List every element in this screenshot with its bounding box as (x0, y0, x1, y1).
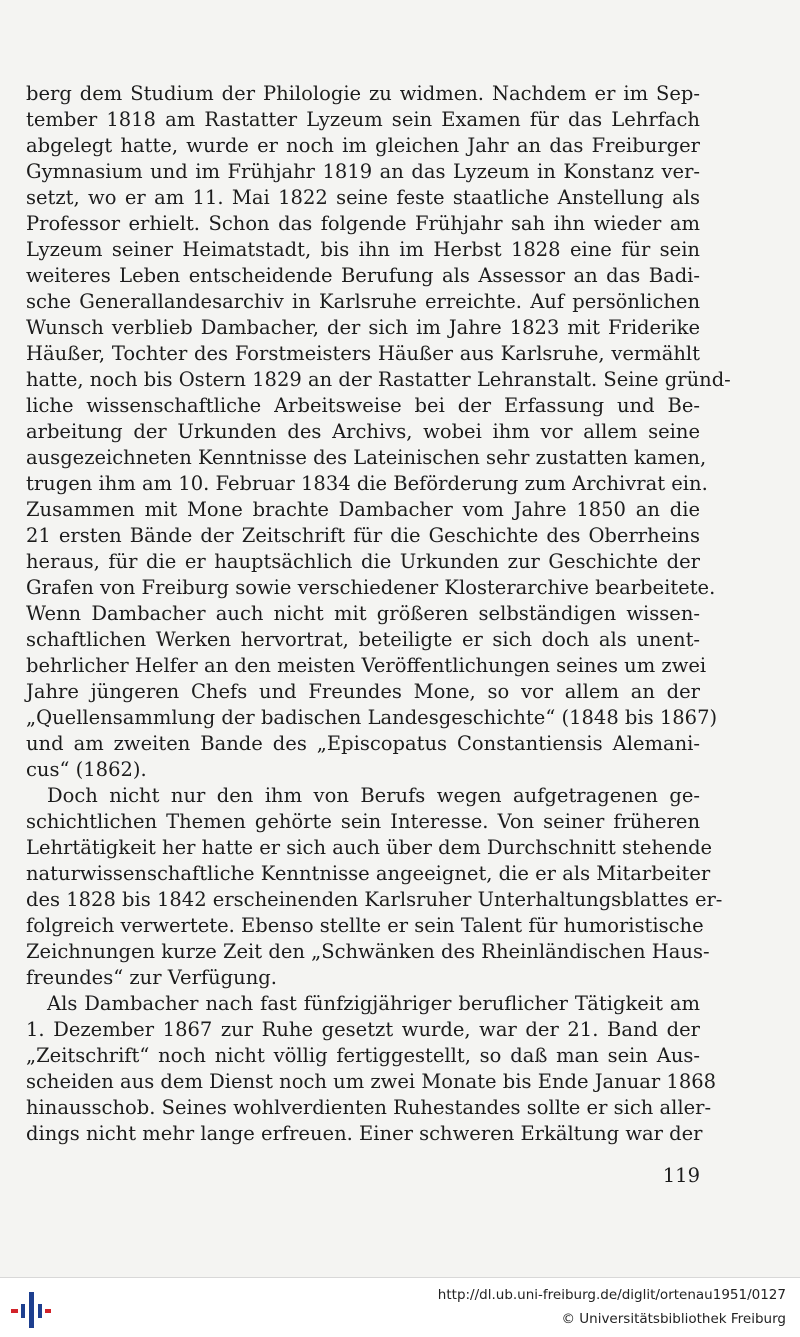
text-line: behrlicher Helfer an den meisten Veröffentlichungen seines um zwei (26, 654, 707, 677)
text-line: setzt, wo er am 11. Mai 1822 seine feste staatliche Anstellung als (26, 186, 700, 209)
text-line: Wunsch verblieb Dambacher, der sich im Jahre 1823 mit Friderike (26, 316, 700, 339)
text-line: heraus, für die er hauptsächlich die Urkunden zur Geschichte der (26, 550, 700, 573)
text-line: scheiden aus dem Dienst noch um zwei Monate bis Ende Januar 1868 (26, 1070, 717, 1093)
text-line: 21 ersten Bände der Zeitschrift für die Geschichte des Oberrheins (26, 524, 700, 547)
text-line: abgelegt hatte, wurde er noch im gleichen Jahr an das Freiburger (26, 134, 700, 157)
ub-freiburg-logo-icon (10, 1290, 52, 1330)
text-line: sche Generallandesarchiv in Karlsruhe erreichte. Auf persönlichen (26, 290, 700, 313)
body-text (26, 81, 731, 1147)
text-line: arbeitung der Urkunden des Archivs, wobei ihm vor allem seine (26, 420, 700, 443)
text-line: hinausschob. Seines wohlverdienten Ruhestandes sollte er sich aller- (26, 1096, 712, 1119)
text-line: berg dem Studium der Philologie zu widmen. Nachdem er im Sep- (26, 82, 700, 105)
text-line: Wenn Dambacher auch nicht mit größeren selbständigen wissen- (26, 602, 700, 625)
text-line: folgreich verwertete. Ebenso stellte er sein Talent für humoristische (26, 914, 704, 937)
text-line: ausgezeichneten Kenntnisse des Lateinischen sehr zustatten kamen, (26, 446, 707, 469)
text-line: des 1828 bis 1842 erscheinenden Karlsruher Unterhaltungsblattes er- (26, 888, 723, 911)
text-line: Als Dambacher nach fast fünfzigjähriger beruflicher Tätigkeit am (47, 992, 700, 1015)
copyright-notice: © Universitätsbibliothek Freiburg (561, 1311, 786, 1327)
text-line: hatte, noch bis Ostern 1829 an der Rastatter Lehranstalt. Seine gründ- (26, 368, 731, 391)
text-line: cus“ (1862). (26, 758, 147, 781)
text-line: schichtlichen Themen gehörte sein Interesse. Von seiner früheren (26, 810, 700, 833)
text-line: naturwissenschaftliche Kenntnisse angeeignet, die er als Mitarbeiter (26, 862, 711, 885)
text-line: „Quellensammlung der badischen Landesgeschichte“ (1848 bis 1867) (26, 706, 718, 729)
text-line: Zusammen mit Mone brachte Dambacher vom Jahre 1850 an die (26, 498, 700, 521)
page-number: 119 (662, 1164, 700, 1187)
text-line: Gymnasium und im Frühjahr 1819 an das Lyzeum in Konstanz ver- (26, 160, 700, 183)
text-line: Lehrtätigkeit her hatte er sich auch über dem Durchschnitt stehende (26, 836, 713, 859)
text-line: Zeichnungen kurze Zeit den „Schwänken des Rheinländischen Haus- (26, 940, 710, 963)
text-line: Grafen von Freiburg sowie verschiedener Klosterarchive bearbeitete. (26, 576, 716, 599)
text-line: Jahre jüngeren Chefs und Freundes Mone, so vor allem an der (26, 680, 700, 703)
text-line: „Zeitschrift“ noch nicht völlig fertiggestellt, so daß man sein Aus- (26, 1044, 700, 1067)
text-line: 1. Dezember 1867 zur Ruhe gesetzt wurde, war der 21. Band der (26, 1018, 700, 1041)
viewer-footer (0, 1277, 800, 1337)
text-line: tember 1818 am Rastatter Lyzeum sein Examen für das Lehrfach (26, 108, 700, 131)
text-line: trugen ihm am 10. Februar 1834 die Beförderung zum Archivrat ein. (26, 472, 708, 495)
text-line: liche wissenschaftliche Arbeitsweise bei der Erfassung und Be- (26, 394, 700, 417)
text-line: Professor erhielt. Schon das folgende Frühjahr sah ihn wieder am (26, 212, 700, 235)
text-line: Lyzeum seiner Heimatstadt, bis ihn im Herbst 1828 eine für sein (26, 238, 700, 261)
text-line: Doch nicht nur den ihm von Berufs wegen aufgetragenen ge- (47, 784, 700, 807)
text-line: und am zweiten Bande des „Episcopatus Constantiensis Alemani- (26, 732, 700, 755)
text-line: weiteres Leben entscheidende Berufung als Assessor an das Badi- (26, 264, 700, 287)
text-line: dings nicht mehr lange erfreuen. Einer schweren Erkältung war der (26, 1122, 703, 1145)
permalink-url[interactable]: http://dl.ub.uni-freiburg.de/diglit/ortenau1951/0127 (437, 1287, 786, 1303)
text-line: Häußer, Tochter des Forstmeisters Häußer aus Karlsruhe, vermählt (26, 342, 700, 365)
text-line: freundes“ zur Verfügung. (26, 966, 277, 989)
text-line: schaftlichen Werken hervortrat, beteiligte er sich doch als unent- (26, 628, 700, 651)
